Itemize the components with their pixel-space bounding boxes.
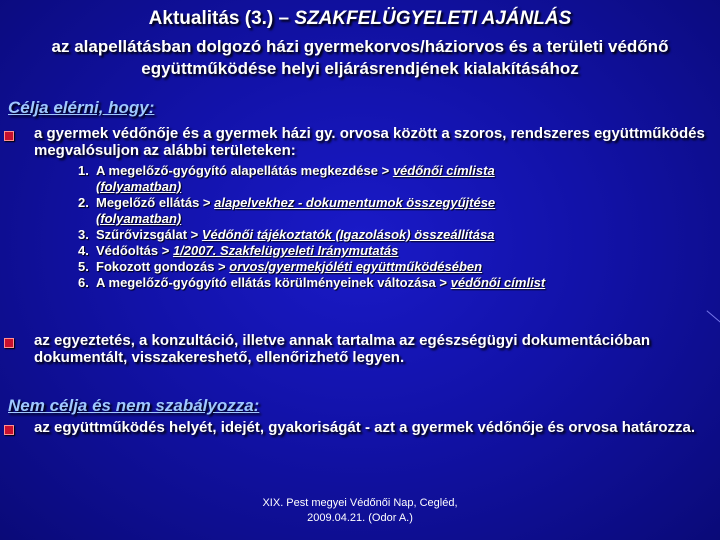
item-text: Védőoltás > (96, 243, 173, 258)
item-link[interactable]: védőnői címlist (450, 275, 546, 290)
item-number: 2. (78, 195, 89, 210)
slide-footer (210, 496, 510, 526)
item-extra: (folyamatban) (96, 211, 182, 226)
item-text: Szűrővizsgálat > (96, 227, 202, 242)
item-link[interactable]: védőnői címlista (392, 163, 495, 178)
title-plain: Aktualitás (3.) – (148, 8, 295, 29)
item-number: 4. (78, 243, 89, 258)
item-extra: (folyamatban) (96, 179, 182, 194)
title-italic: SZAKFELÜGYELETI AJÁNLÁS (294, 8, 572, 29)
list-item (78, 259, 698, 275)
bullet-icon (4, 338, 14, 348)
decorative-streak (706, 310, 720, 326)
list-item (78, 227, 698, 243)
nongoal-text: az együttműködés helyét, idejét, gyakoriságát - azt a gyermek védőnője és orvosa határozza. (34, 419, 696, 436)
item-number: 1. (78, 163, 89, 178)
list-item (78, 275, 698, 291)
item-text: Fokozott gondozás > (96, 259, 230, 274)
item-link[interactable]: Védőnői tájékoztatók (Igazolások) összeállítása (201, 227, 495, 242)
goal-heading: Célja elérni, hogy: (8, 98, 155, 117)
slide-subtitle: az alapellátásban dolgozó házi gyermekorvos/háziorvos és a területi védőnő együttműködése helyi eljárásrendjének kialakításához (51, 37, 669, 78)
item-number: 6. (78, 275, 89, 290)
item-text: Megelőző ellátás > (96, 195, 215, 210)
item-number: 5. (78, 259, 89, 274)
item-link[interactable]: 1/2007. Szakfelügyeleti Iránymutatás (172, 243, 399, 258)
item-link[interactable]: orvos/gyermekjóléti együttműködésében (229, 259, 483, 274)
bullet-icon (4, 425, 14, 435)
list-item (78, 195, 698, 227)
bullet-icon (4, 131, 14, 141)
list-item (78, 163, 698, 195)
footer-line-1: XIX. Pest megyei Védőnői Nap, Cegléd, (262, 497, 458, 509)
item-link[interactable]: alapelvekhez - dokumentumok összegyűjtése (214, 195, 496, 210)
goal-intro: a gyermek védőnője és a gyermek házi gy. orvosa között a szoros, rendszeres együttműködés megvalósuljon az alábbi területeken: (34, 125, 705, 159)
item-text: A megelőző-gyógyító alapellátás megkezdése > (96, 163, 393, 178)
nongoal-heading: Nem célja és nem szabályozza: (8, 396, 260, 415)
slide-title (0, 8, 720, 30)
list-item (78, 243, 698, 259)
goal-second: az egyeztetés, a konzultáció, illetve annak tartalma az egészségügyi dokumentációban dokumentált, visszakereshető, ellenőrizhető legyen. (34, 332, 651, 366)
item-number: 3. (78, 227, 89, 242)
areas-list (78, 163, 698, 291)
item-text: A megelőző-gyógyító ellátás körülményeinek változása > (96, 275, 451, 290)
footer-line-2: 2009.04.21. (Odor A.) (307, 512, 413, 524)
